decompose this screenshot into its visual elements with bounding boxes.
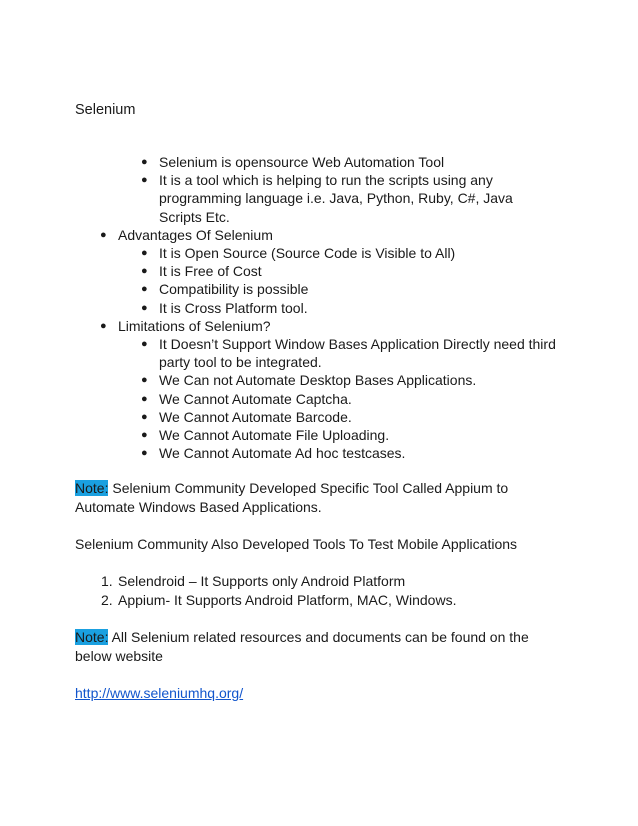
bullet-text: It is Open Source (Source Code is Visible to All) [159, 245, 456, 262]
bullet-item [0, 335, 559, 371]
numbered-item [0, 591, 638, 610]
numbered-list [0, 572, 638, 609]
bullet-item [0, 408, 559, 426]
item-text: Selendroid – It Supports only Android Platform [118, 573, 406, 589]
bullet-item [0, 244, 559, 262]
bullet-item [0, 280, 559, 298]
numbered-item [0, 572, 638, 591]
note-paragraph-1 [75, 479, 565, 516]
bullet-text: It Doesn’t Support Window Bases Application Directly need third party tool to be integrated. [159, 336, 556, 371]
bullet-item [0, 444, 559, 462]
document-heading: Selenium [75, 102, 136, 118]
bullet-list [0, 153, 638, 462]
bullet-icon: ● [141, 283, 148, 296]
bullet-icon: ● [141, 392, 148, 405]
bullet-text: Advantages Of Selenium [118, 226, 273, 243]
bullet-item [0, 262, 559, 280]
bullet-item [0, 153, 559, 171]
bullet-text: It is a tool which is helping to run the scripts using any programming language i.e. Java, Python, Ruby, C#, Java Scripts Etc. [159, 172, 513, 225]
bullet-item [0, 299, 559, 317]
bullet-icon: ● [141, 410, 148, 423]
bullet-text: It is Cross Platform tool. [159, 299, 308, 316]
bullet-text: We Cannot Automate File Uploading. [159, 427, 390, 444]
bullet-icon: ● [100, 228, 107, 241]
bullet-icon: ● [141, 265, 148, 278]
bullet-text: We Cannot Automate Ad hoc testcases. [159, 445, 406, 462]
bullet-text: Limitations of Selenium? [118, 317, 271, 334]
bullet-item [0, 390, 559, 408]
bullet-text: It is Free of Cost [159, 263, 262, 280]
bullet-text: We Can not Automate Desktop Bases Applications. [159, 372, 477, 389]
website-link[interactable]: http://www.seleniumhq.org/ [75, 685, 244, 701]
bullet-text: Selenium is opensource Web Automation Tool [159, 154, 445, 170]
bullet-icon: ● [141, 374, 148, 387]
bullet-icon: ● [141, 174, 148, 187]
bullet-item [0, 371, 559, 389]
bullet-item [0, 426, 559, 444]
item-text: Appium- It Supports Android Platform, MAC, Windows. [118, 591, 457, 608]
bullet-text: We Cannot Automate Barcode. [159, 408, 352, 425]
body-paragraph: Selenium Community Also Developed Tools To Test Mobile Applications [75, 536, 518, 552]
bullet-icon: ● [141, 156, 148, 168]
item-number: 2. [101, 591, 113, 608]
bullet-icon: ● [141, 301, 148, 314]
bullet-text: Compatibility is possible [159, 281, 309, 298]
note-label: Note: [75, 480, 109, 496]
bullet-item [0, 317, 558, 335]
note-paragraph-2 [75, 628, 565, 665]
bullet-icon: ● [141, 429, 148, 442]
note-text: All Selenium related resources and documents can be found on the below website [75, 629, 529, 664]
bullet-icon: ● [141, 338, 148, 351]
bullet-icon: ● [141, 447, 148, 460]
item-number: 1. [101, 573, 113, 589]
bullet-text: We Cannot Automate Captcha. [159, 390, 352, 407]
bullet-icon: ● [100, 319, 107, 332]
note-text: Selenium Community Developed Specific Tool Called Appium to Automate Windows Based Applications. [75, 480, 509, 515]
bullet-icon: ● [141, 247, 148, 260]
bullet-item [0, 171, 559, 226]
note-label: Note: [75, 629, 109, 645]
bullet-item [0, 226, 558, 244]
